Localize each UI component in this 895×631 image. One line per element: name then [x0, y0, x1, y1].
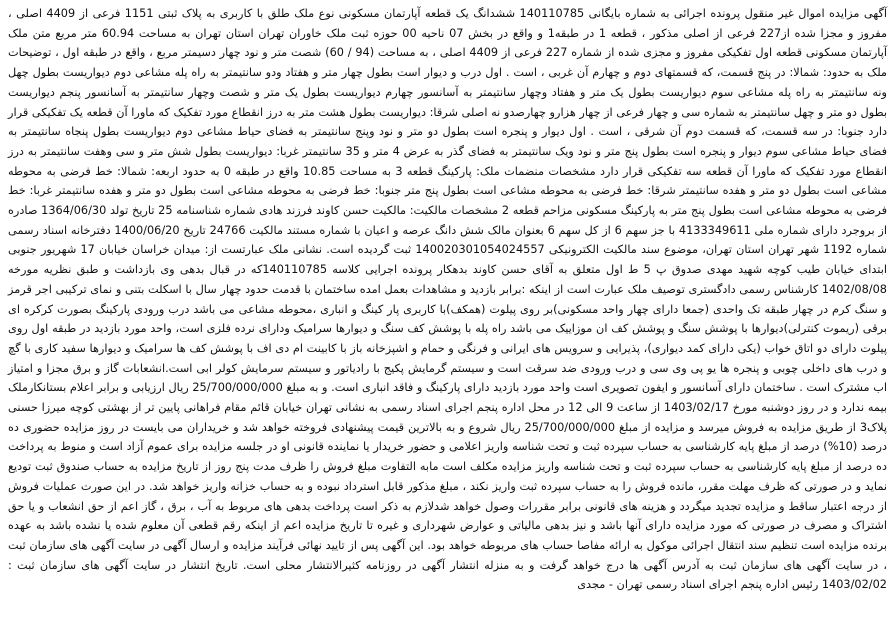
notice-body-text: آگهی مزایده اموال غیر منقول پرونده اجرائی به شماره بایگانی 140110785 ششدانگ یک قطعه آپارتمان مسکونی نوع ملک طلق با کاربری به پلاک ثبتی 1151 فرعی از 4409 اصلی ، مفروز و مجزا شده از227 فرعی از اصلی مذکور ، قطعه 1 در طبقه1 و واقع در بخش 07 ناحیه 00 حوزه ثبت ملک خاوران تهران استان تهران به مساحت 60.94 متر مربع متن ملک آپارتمان مسکونی قطعه اول تفکیکی مفروز و مجزی شده از شماره 227 فرعی از 4409 اصلی ، به مساحت (94 / 60) شصت متر و نود چهار دسیمتر مربع ، واقع در طبقه اول ، توضیحات ملک به حدود: شمالا: در پنج قسمت، که قسمتهای دوم و چهارم آن غربی ، است . اول درب و دیوار است بطول چهار متر و هفتاد ودو سانتیمتر به راه پله مشاعی دوم دیواریست بطول چهل ونه سانتیمتر به راه پله مشاعی سوم دیواریست بطول یک متر و هفتاد وچهار سانتیمتر به آسانسور چهارم دیواریست بطول یک متر و شصت وچهار سانتیمتر به آسانسور پنجم دیواریست بطول دو متر و چهل سانتیمتر به شماره سی و چهار فرعی از چهار هزارو چهارصدو نه اصلی شرقا: دیواریست بطول هشت متر به درز انقطاع مورد تفکیک که ماورا آن قطعه یک تفکیکی قرار دارد جنوبا: در سه قسمت، که قسمت دوم آن شرقی ، است . اول دیوار و پنجره است بطول دو متر و نود وپنج سانتیمتر به فضای حیاط مشاعی دوم دیواریست بطول پنجاه سانتیمتر به فضای حیاط مشاعی سوم دیوار و پنجره است بطول پنج متر و نود ویک سانتیمتر به فضای گذر به عرض 4 متر و 35 سانتیمتر غربا: دیواریست بطول شش متر و سی وهفت سانتیمتر به درز انقطاع مورد تفکیک که ماورا آن قطعه سه تفکیکی قرار دارد مشخصات منضمات ملک: پارکینگ قطعه 3 به مساحت 10.85 واقع در طبقه 0 به حدود اربعه: شمالا: خط فرضی به محوطه مشاعی است بطول دو متر و هفده سانتیمتر شرقا: خط فرضی به محوطه مشاعی است بطول پنج متر جنوبا: خط فرضی به محوطه مشاعی است بطول دو متر و هفده سانتیمتر غربا: خط فرضی به محوطه مشاعی است بطول پنج متر به پارکینگ مسکونی مزاحم قطعه 2 مشخصات مالکیت: مالکیت حسن کاوند فرزند هادی شماره شناسنامه 25 تاریخ تولد 1364/06/30 صادره از بروجرد دارای شماره ملی 4133349611 با جز سهم 6 از کل سهم 6 بعنوان مالک شش دانگ عرصه و اعیان با شماره مستند مالکیت 24766 تاریخ 1400/06/20 دفترخانه اسناد رسمی شماره 1192 شهر تهران استان تهران، موضوع سند مالکیت الکترونیکی 140020301054024557 ثبت گردیده است. نشانی ملک عبارتست از: میدان خراسان خیابان 17 شهریور جنوبی ابتدای خیابان طیب کوچه شهید مهدی صدوق پ 5 ط اول متعلق به آقای حسن کاوند بدهکار پرونده اجرایی کلاسه 140110785که در قبال بدهی وی بازداشت و طبق نظریه مورخه 1402/08/08 کارشناس رسمی دادگستری توصیف ملک عبارت است از اینکه :برابر بازدید و مشاهدات بعمل امده ساختمان با قدمت حدود چهار سال با اسکلت بتنی و نمای ترکیبی اجر قرمز و سنگ کرم در چهار طبقه تک واحدی (جمعا دارای چهار واحد مسکونی)بر روی پیلوت (همکف)با کاربری پار کینگ و انباری ،محوطه مشاعی می باشد درب ورودی پارکینگ بصورت کرکره ای برقی (ریموت کنترلی)دیوارها با پوشش سنگ و پوشش کف ان موزاییک می باشد راه پله با پوشش کف سنگ و دیوارها سرامیک ودارای نرده فلزی است، واحد مورد بازدید در طبقه اول روی پیلوت دارای دو اتاق خواب (یکی دارای کمد دیواری)، پذیرایی و سرویس های ایرانی و فرنگی و حمام و اشپزخانه باز با کابینت ام دی اف با پوشش کف ها سرامیک و دیوارها سفید کاری با گچ و درب های داخلی چوبی و پنجره ها یو پی وی سی و درب ورودی ضد سرقت است و سیستم گرمایش پکیج با رادیاتور و سیستم سرمایش کولر ابی است.انشعابات گاز و برق مجزا و امتیاز اب مشترک است . ساختمان دارای آسانسور و ایفون تصویری است واحد مورد بازدید دارای پارکینگ و فاقد انباری است. و به مبلغ 25/700/000/000 ریال ارزیابی و برابر اعلام بستانکارملک بیمه ندارد و در روز دوشنبه مورخ 1403/02/17 از ساعت 9 الی 12 در محل اداره پنجم اجرای اسناد رسمی به نشانی تهران خیابان قائم مقام فراهانی پایین تر از بهشتی کوچه میرزا حسنی پلاک3 از طریق مزایده به فروش میرسد و مزایده از مبلغ 25/700/000/000 ریال شروع و به بالاترین قیمت پیشنهادی فروخته خواهد شد و خریداران می بایست در روز مزایده حضوری ده درصد (10%) درصد از مبلغ پایه کارشناسی به حساب سپرده ثبت و تحت شناسه واریز اعلامی و حضور خریدار یا نماینده قانونی او در جلسه مزایده برای عموم آزاد است و منوط به پرداخت ده درصد از مبلغ پایه کارشناسی به حساب سپرده ثبت و تحت شناسه واریز مزایده مکلف است مابه التفاوت مبلغ فروش را ظرف مدت پنج روز از تاریخ مزایده به حساب صندوق ثبت تودیع نماید و در صورتی که ظرف مهلت مقرر، مانده فروش را به حساب سپرده ثبت واریز نکند ، مبلغ مذکور قابل استرداد نبوده و به حساب خزانه واریز خواهد شد. در این صورت عملیات فروش از درجه اعتبار ساقط و مزایده تجدید میگردد و هزینه های قانونی برابر مقررات وصول خواهد شدلازم به ذکر است پرداخت بدهی های مربوط به آب ، برق ، گاز اعم از حق انشعاب و یا حق اشتراک و مصرف در صورتی که مورد مزایده دارای آنها باشد و نیز بدهی مالیاتی و عوارض شهرداری و غیره تا تاریخ مزایده اعم از اینکه رقم قطعی آن معلوم شده یا نشده باشد به عهده برنده مزایده است تنظیم سند انتقال اجرائی موکول به ارائه مفاصا حساب های مربوطه خواهد بود. این آگهی پس از تایید نهائی فرآیند مزایده و ارسال آگهی در سایت آگهی های سازمان ثبت ، در سایت آگهی های سازمان ثبت به آدرس آگهی ها درج خواهد گرفت و به منزله انتشار آگهی در روزنامه کثیرالانتشار محلی است.: [8, 7, 888, 572]
notice-footer: تاریخ انتشار در سایت آگهی های سازمان ثبت : 1403/02/02 رئیس اداره پنجم اجرای اسناد رسمی تهران - مجدی: [8, 558, 887, 592]
notice-body: [8, 4, 887, 595]
